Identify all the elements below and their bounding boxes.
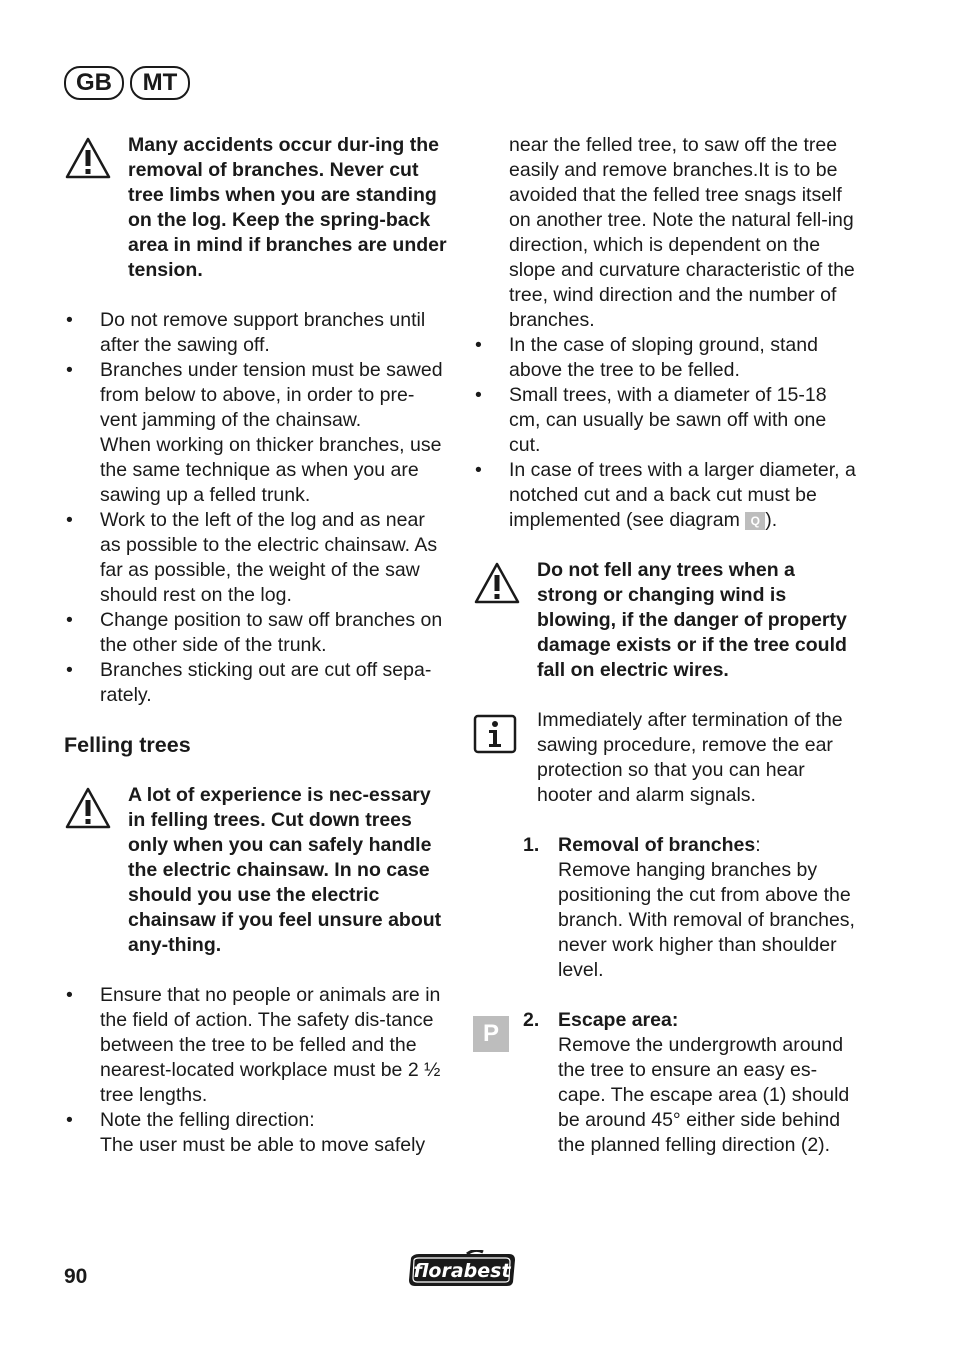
warning-triangle-icon <box>64 133 128 187</box>
warning-text: Do not fell any trees when a strong or changing wind is blowing, if the danger of property damage exists or if the tree could fall on electric wires. <box>537 559 847 681</box>
continued-paragraph: near the felled tree, to saw off the tree easily and remove branches.It is to be avoided that the felled tree snags itself on another tree. Note the natural fell-ing direction, which is dependent on the slope and curvature characteristic of the tree, wind direction and the number of branches. <box>509 134 855 331</box>
list-item: • Change position to saw off branches on the other side of the trunk. <box>66 609 443 656</box>
info-icon <box>473 708 537 761</box>
list-item: • Branches under tension must be sawed from below to above, in order to pre-vent jamming of the chainsaw. When working on thicker branches, use the same technique as when you are sawing up a felled trunk. <box>66 359 443 506</box>
language-badge-gb: GB <box>64 66 124 100</box>
warning-block <box>64 133 448 283</box>
bullet-list <box>473 333 857 533</box>
bullet-list <box>64 983 448 1158</box>
list-item: • Small trees, with a diameter of 15-18 cm, can usually be sawn off with one cut. <box>475 384 827 456</box>
warning-text: Many accidents occur dur-ing the removal of branches. Never cut tree limbs when you are standing on the log. Keep the spring-back area in mind if branches are under tension. <box>128 134 447 281</box>
warning-block <box>473 558 857 683</box>
section-heading: Felling trees <box>64 733 191 757</box>
item-number: 2. <box>523 1009 540 1031</box>
bullet-list <box>64 308 448 708</box>
list-item: • Work to the left of the log and as near as possible to the electric chainsaw. As far as possible, the weight of the saw should rest on the log. <box>66 509 438 606</box>
warning-triangle-icon <box>64 783 128 837</box>
numbered-item <box>473 1008 857 1158</box>
list-item: • Ensure that no people or animals are in the field of action. The safety dis-tance between the tree to be felled and the nearest-located workplace must be 2 ½ tree lengths. <box>66 984 441 1106</box>
list-item: • In case of trees with a larger diameter, a notched cut and a back cut must be implemented (see diagram Q ). <box>475 459 856 531</box>
list-item: • In the case of sloping ground, stand above the tree to be felled. <box>475 334 818 381</box>
item-text: Remove the undergrowth around the tree to ensure an easy es-cape. The escape area (1) should be around 45° either side behind the planned felling direction (2). <box>558 1034 850 1156</box>
info-block <box>473 708 857 808</box>
page-number: 90 <box>64 1265 88 1288</box>
language-badge-mt: MT <box>130 66 190 100</box>
diagram-reference-badge: Q <box>745 512 765 530</box>
diagram-reference-badge: P <box>473 1016 509 1052</box>
right-column <box>473 133 857 1158</box>
info-text: Immediately after termination of the sawing procedure, remove the ear protection so that you can hear hooter and alarm signals. <box>537 709 843 806</box>
item-title: Removal of branches <box>558 834 756 856</box>
numbered-item: 1. Removal of branches: Remove hanging branches by positioning the cut from above the branch. With removal of branches, never work higher than shoulder level. <box>523 834 855 981</box>
list-item: • Note the felling direction: The user must be able to move safely <box>66 1109 426 1156</box>
list-item: • Do not remove support branches until after the sawing off. <box>66 309 426 356</box>
warning-triangle-icon <box>473 558 537 612</box>
list-item: • Branches sticking out are cut off sepa-rately. <box>66 659 432 706</box>
item-title: Escape area: <box>558 1009 679 1031</box>
florabest-logo <box>405 1250 519 1290</box>
item-number: 1. <box>523 834 540 856</box>
svg-text:florabest: florabest <box>413 1260 511 1282</box>
item-text: Remove hanging branches by positioning the cut from above the branch. With removal of branches, never work higher than shoulder level. <box>558 859 855 981</box>
left-column <box>64 133 448 1158</box>
warning-block <box>64 783 448 958</box>
warning-text: A lot of experience is nec-essary in felling trees. Cut down trees only when you can safely handle the electric chainsaw. In no case should you use the electric chainsaw if you feel unsure about any-thing. <box>128 784 442 956</box>
